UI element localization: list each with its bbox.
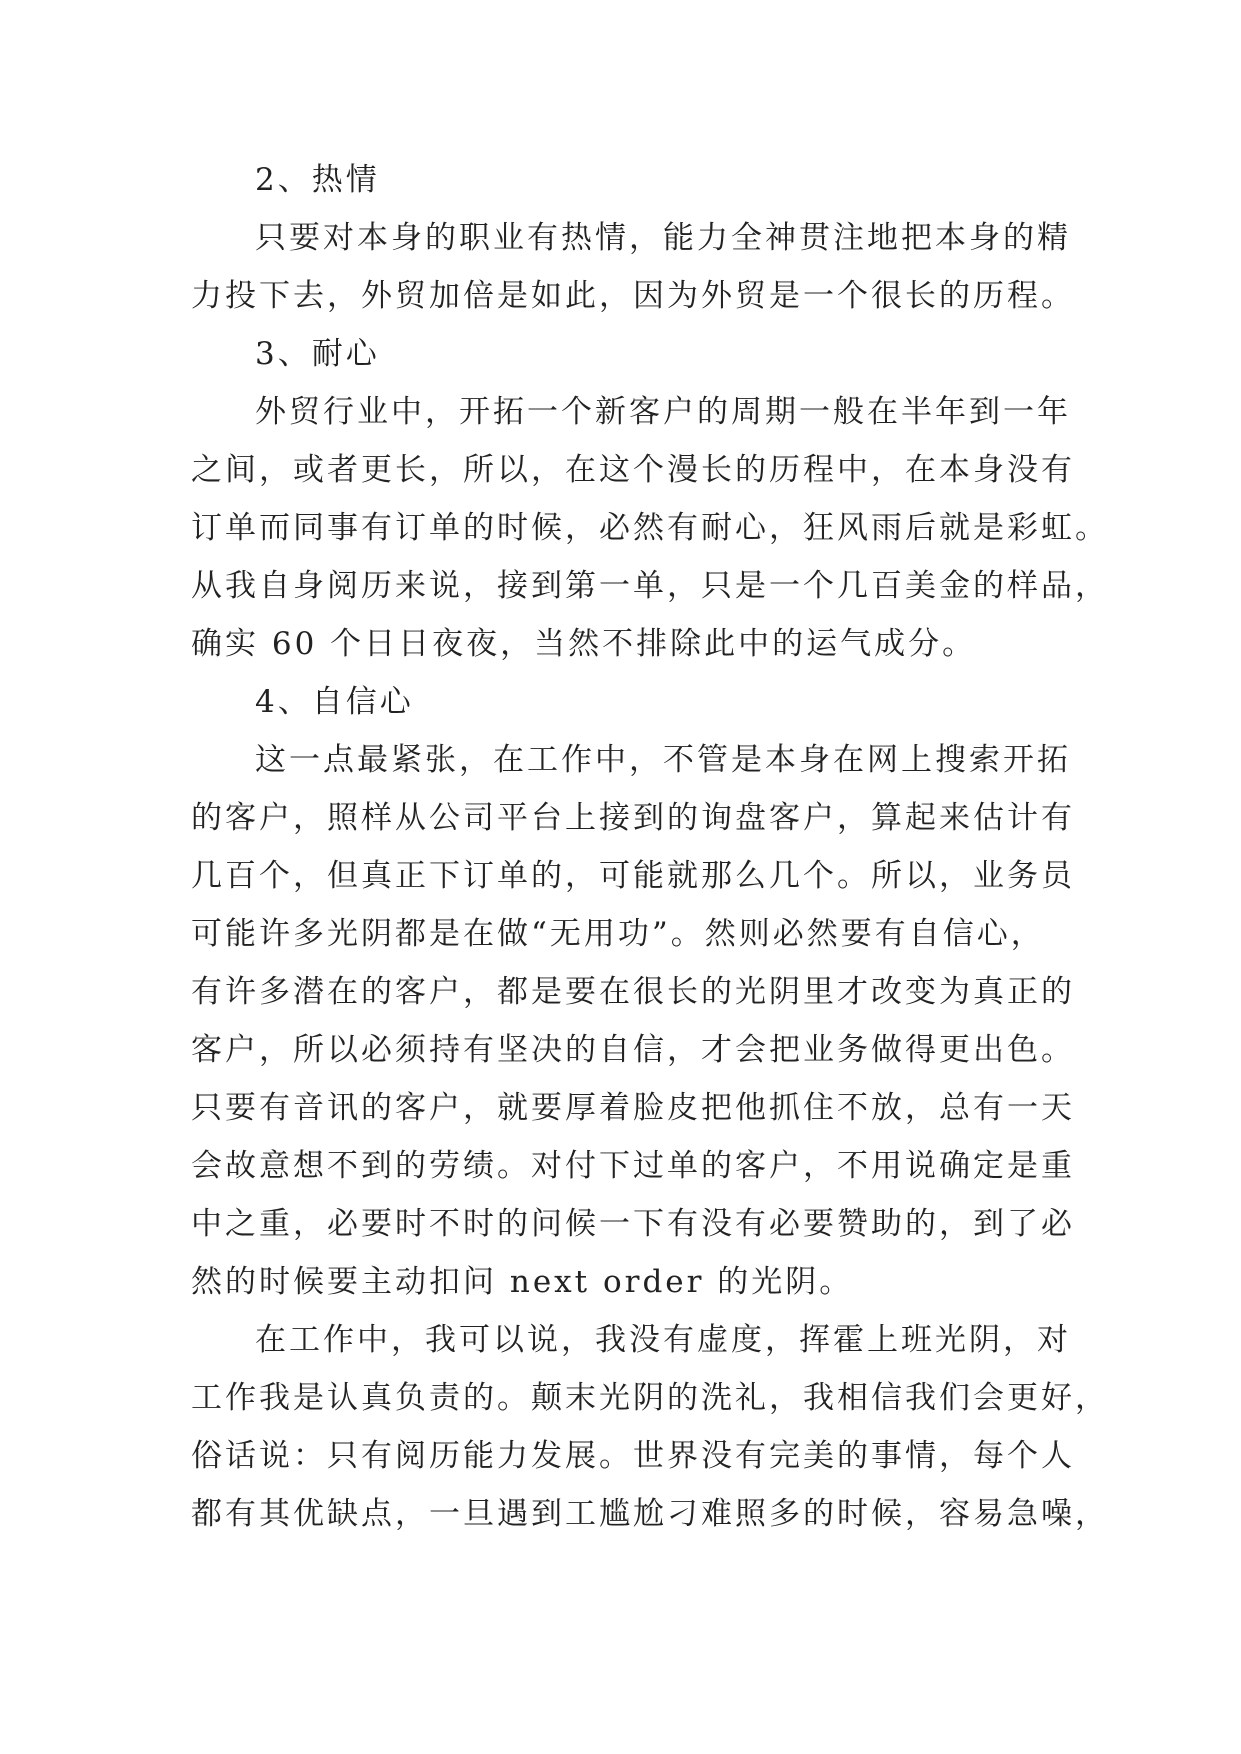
text-line: 的客户，照样从公司平台上接到的询盘客户，算起来估计有 [191, 800, 1075, 836]
text-line: 从我自身阅历来说，接到第一单，只是一个几百美金的样品， [191, 568, 1109, 604]
text-line: 然的时候要主动扣问 next order 的光阴。 [191, 1264, 854, 1300]
text-line: 会故意想不到的劳绩。对付下过单的客户，不用说确定是重 [191, 1148, 1075, 1184]
document-body [191, 151, 1109, 1543]
paragraph-summary [191, 1311, 1109, 1543]
text-line: 在工作中，我可以说，我没有虚度，挥霍上班光阴，对 [255, 1322, 1071, 1358]
text-line: 确实 60 个日日夜夜，当然不排除此中的运气成分。 [191, 626, 977, 662]
text-line: 俗话说：只有阅历能力发展。世界没有完美的事情，每个人 [191, 1438, 1075, 1474]
text-line: 只要有音讯的客户，就要厚着脸皮把他抓住不放，总有一天 [191, 1090, 1075, 1126]
text-line: 都有其优缺点，一旦遇到工尴尬刁难照多的时候，容易急噪， [191, 1496, 1109, 1532]
text-line: 订单而同事有订单的时候，必然有耐心，狂风雨后就是彩虹。 [191, 510, 1109, 546]
paragraph-patience [191, 383, 1109, 673]
text-line: 外贸行业中，开拓一个新客户的周期一般在半年到一年 [255, 394, 1071, 430]
text-line: 客户，所以必须持有坚决的自信，才会把业务做得更出色。 [191, 1032, 1075, 1068]
paragraph-confidence [191, 731, 1075, 1311]
text-line: 中之重，必要时不时的问候一下有没有必要赞助的，到了必 [191, 1206, 1075, 1242]
text-line: 几百个，但真正下订单的，可能就那么几个。所以，业务员 [191, 858, 1075, 894]
text-line: 可能许多光阴都是在做“无用功”。然则必然要有自信心， [191, 916, 1045, 952]
paragraph-passion [191, 209, 1075, 325]
text-line: 之间，或者更长，所以，在这个漫长的历程中，在本身没有 [191, 452, 1075, 488]
text-line: 有许多潜在的客户，都是要在很长的光阴里才改变为真正的 [191, 974, 1075, 1010]
text-line: 这一点最紧张，在工作中，不管是本身在网上搜索开拓 [255, 742, 1071, 778]
section-heading-confidence: 4、自信心 [255, 684, 414, 720]
text-line: 工作我是认真负责的。颠末光阴的洗礼，我相信我们会更好， [191, 1380, 1109, 1416]
section-heading-patience: 3、耐心 [255, 336, 380, 372]
text-line: 只要对本身的职业有热情，能力全神贯注地把本身的精 [255, 220, 1071, 256]
text-line: 力投下去，外贸加倍是如此，因为外贸是一个很长的历程。 [191, 278, 1075, 314]
section-heading-passion: 2、热情 [255, 162, 380, 198]
